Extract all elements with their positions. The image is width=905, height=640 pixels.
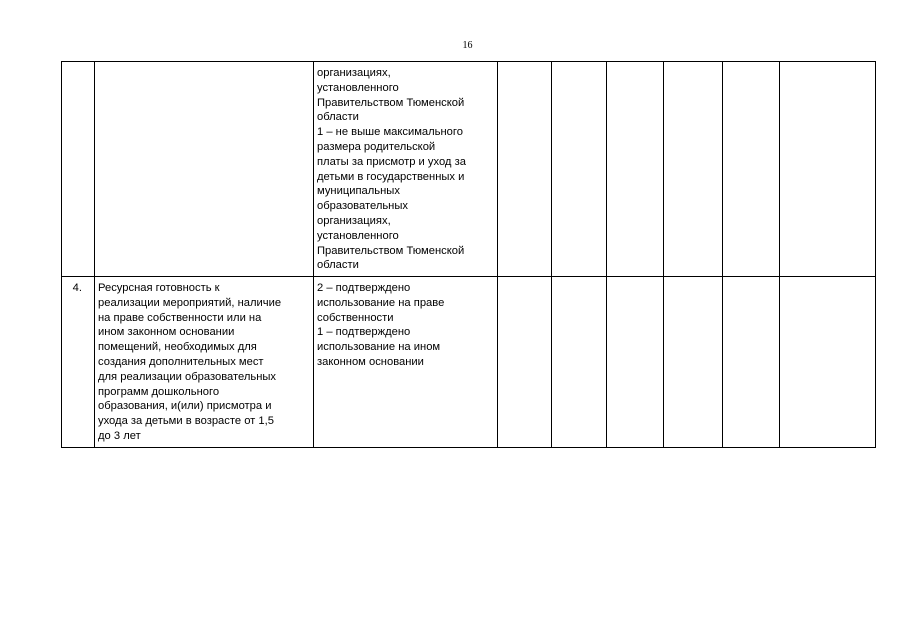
table-row: [62, 62, 876, 277]
page-number: 16: [462, 40, 473, 51]
empty-cell: [780, 277, 876, 448]
empty-cell: [723, 62, 780, 277]
row-number-cell: 4.: [62, 277, 95, 448]
indicator-cell: [95, 62, 314, 277]
indicator-cell: Ресурсная готовность к реализации мероприятий, наличие на праве собственности или на ином законном основании помещений, необходимых для создания дополнительных мест для реализации образовательных программ дошкольного образования, и(или) присмотра и ухода за детьми в возрасте от 1,5 до 3 лет: [95, 277, 314, 448]
empty-cell: [552, 277, 607, 448]
table-row: [62, 277, 876, 448]
empty-cell: [498, 277, 552, 448]
empty-cell: [780, 62, 876, 277]
criteria-cell: 2 – подтверждено использование на праве собственности 1 – подтверждено использование на ином законном основании: [314, 277, 498, 448]
empty-cell: [664, 277, 723, 448]
empty-cell: [498, 62, 552, 277]
empty-cell: [664, 62, 723, 277]
empty-cell: [723, 277, 780, 448]
empty-cell: [552, 62, 607, 277]
empty-cell: [607, 62, 664, 277]
criteria-cell: организациях, установленного Правительством Тюменской области 1 – не выше максимального размера родительской платы за присмотр и уход за детьми в государственных и муниципальных образовательных организациях, установленного Правительством Тюменской области: [314, 62, 498, 277]
criteria-table: [61, 61, 876, 448]
empty-cell: [607, 277, 664, 448]
row-number-cell: [62, 62, 95, 277]
